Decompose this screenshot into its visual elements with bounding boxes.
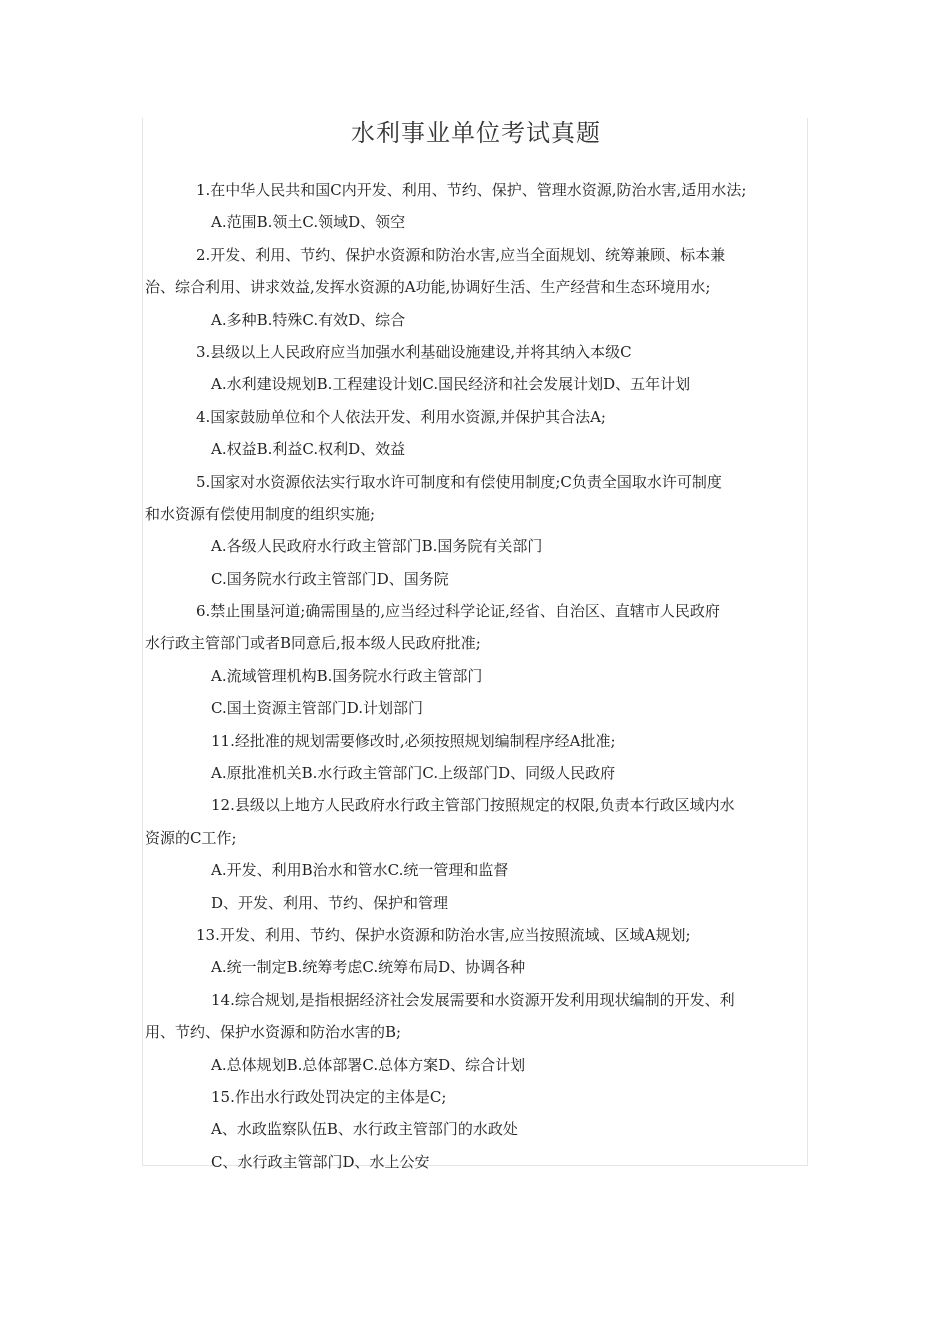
question-line: 6.禁止围垦河道;确需围垦的,应当经过科学论证,经省、自治区、直辖市人民政府 xyxy=(196,602,720,621)
continuation-line: 和水资源有偿使用制度的组织实施; xyxy=(145,504,376,523)
question-line: 11.经批准的规划需要修改时,必须按照规划编制程序经A批准; xyxy=(211,731,616,750)
options-line: A.范围B.领土C.领域D、领空 xyxy=(211,213,406,232)
question-line: 15.作出水行政处罚决定的主体是C; xyxy=(211,1087,447,1106)
question-line: 3.县级以上人民政府应当加强水利基础设施建设,并将其纳入本级C xyxy=(196,342,632,361)
question-line: 5.国家对水资源依法实行取水许可制度和有偿使用制度;C负责全国取水许可制度 xyxy=(196,472,722,491)
question-line: 2.开发、利用、节约、保护水资源和防治水害,应当全面规划、统筹兼顾、标本兼 xyxy=(196,245,726,264)
options-line: A.统一制定B.统筹考虑C.统筹布局D、协调各种 xyxy=(211,958,526,977)
document-page xyxy=(142,118,808,1171)
options-line: C、水行政主管部门D、水上公安 xyxy=(211,1152,430,1171)
question-line: 1.在中华人民共和国C内开发、利用、节约、保护、管理水资源,防治水害,适用水法; xyxy=(196,181,747,199)
continuation-line: 资源的C工作; xyxy=(145,828,237,847)
options-line: A.水利建设规划B.工程建设计划C.国民经济和社会发展计划D、五年计划 xyxy=(211,375,691,394)
continuation-line: 用、节约、保护水资源和防治水害的B; xyxy=(145,1023,402,1042)
options-line: A.多种B.特殊C.有效D、综合 xyxy=(211,310,406,329)
options-line: A.权益B.利益C.权利D、效益 xyxy=(211,440,406,459)
options-line: C.国土资源主管部门D.计划部门 xyxy=(211,699,423,718)
options-line: A.开发、利用B治水和管水C.统一管理和监督 xyxy=(211,861,509,880)
question-line: 4.国家鼓励单位和个人依法开发、利用水资源,并保护其合法A; xyxy=(196,407,606,426)
question-line: 14.综合规划,是指根据经济社会发展需要和水资源开发利用现状编制的开发、利 xyxy=(211,990,735,1009)
continuation-line: 治、综合利用、讲求效益,发挥水资源的A功能,协调好生活、生产经营和生态环境用水; xyxy=(145,278,711,297)
question-line: 13.开发、利用、节约、保护水资源和防治水害,应当按照流域、区域A规划; xyxy=(196,925,691,944)
document-title: 水利事业单位考试真题 xyxy=(351,119,601,147)
options-line: A.各级人民政府水行政主管部门B.国务院有关部门 xyxy=(211,537,543,556)
options-line: A.总体规划B.总体部署C.总体方案D、综合计划 xyxy=(211,1055,526,1074)
options-line: C.国务院水行政主管部门D、国务院 xyxy=(211,569,449,588)
continuation-line: 水行政主管部门或者B同意后,报本级人民政府批准; xyxy=(145,634,481,653)
options-line: A.流域管理机构B.国务院水行政主管部门 xyxy=(211,666,483,685)
options-line: D、开发、利用、节约、保护和管理 xyxy=(211,893,449,912)
document-body xyxy=(143,174,809,1178)
options-line: A.原批准机关B.水行政主管部门C.上级部门D、同级人民政府 xyxy=(211,764,616,783)
question-line: 12.县级以上地方人民政府水行政主管部门按照规定的权限,负责本行政区域内水 xyxy=(211,796,735,815)
options-line: A、水政监察队伍B、水行政主管部门的水政处 xyxy=(211,1120,518,1139)
